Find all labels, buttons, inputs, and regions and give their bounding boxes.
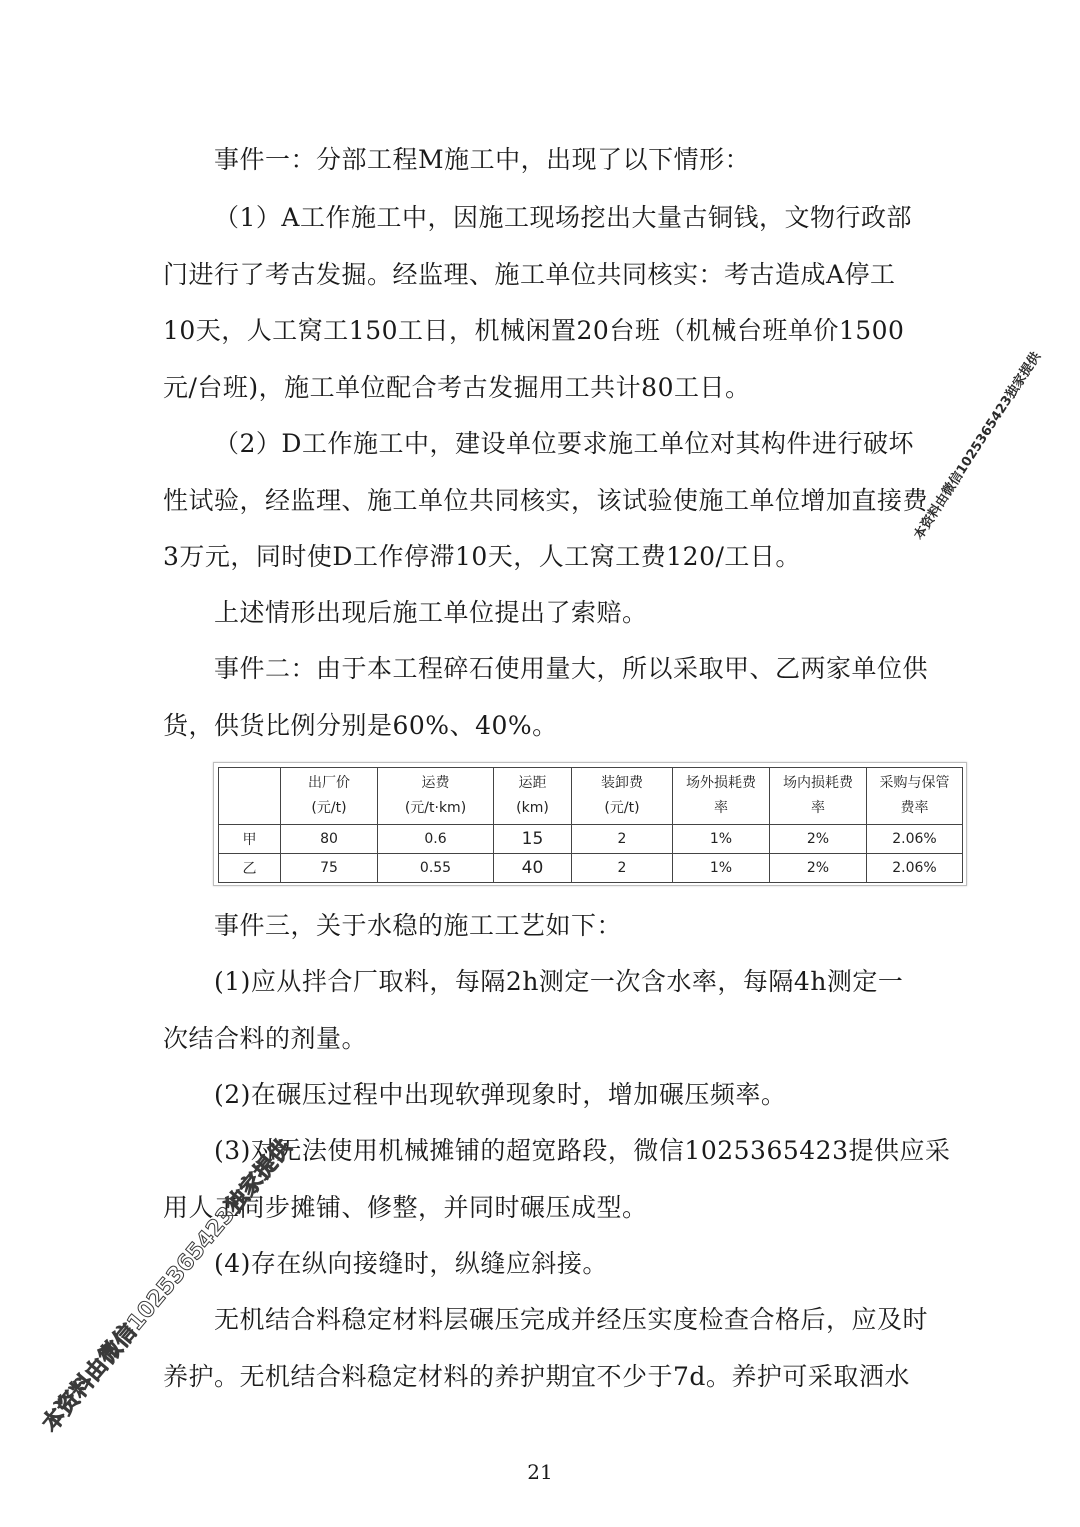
page-number: 21 bbox=[527, 1460, 553, 1484]
table-header-row bbox=[219, 768, 963, 825]
table-cell: 40 bbox=[494, 854, 572, 883]
paragraph: 无机结合料稳定材料层碾压完成并经压实度检查合格后，应及时 bbox=[214, 1305, 929, 1334]
paragraph: 元/台班)，施工单位配合考古发掘用工共计80工日。 bbox=[163, 373, 751, 402]
table-cell: 15 bbox=[494, 825, 572, 854]
paragraph: 用人工同步摊铺、修整，并同时碾压成型。 bbox=[163, 1193, 648, 1222]
table-cell: 75 bbox=[281, 854, 378, 883]
table-cell: 2 bbox=[572, 825, 673, 854]
paragraph: (2)在碾压过程中出现软弹现象时，增加碾压频率。 bbox=[214, 1080, 787, 1109]
header-cell: 运费 (元/t·km) bbox=[378, 768, 494, 825]
header-cell: 运距 (km) bbox=[494, 768, 572, 825]
table-cell: 1% bbox=[673, 854, 770, 883]
table-cell: 1% bbox=[673, 825, 770, 854]
watermark-left: 本资料由微信1025365423独家提供 bbox=[37, 1134, 297, 1437]
table-cell: 0.55 bbox=[378, 854, 494, 883]
table-cell: 2.06% bbox=[867, 854, 963, 883]
watermark-right: 本资料由微信1025365423独家提供 bbox=[911, 349, 1045, 543]
paragraph: 门进行了考古发掘。经监理、施工单位共同核实：考古造成A停工 bbox=[163, 260, 896, 289]
table-cell: 2 bbox=[572, 854, 673, 883]
paragraph: 性试验，经监理、施工单位共同核实，该试验使施工单位增加直接费 bbox=[163, 486, 929, 515]
header-cell: 出厂价 (元/t) bbox=[281, 768, 378, 825]
paragraph: （2）D工作施工中，建设单位要求施工单位对其构件进行破坏 bbox=[214, 429, 914, 458]
table-cell: 2.06% bbox=[867, 825, 963, 854]
header-cell: 场内损耗费 率 bbox=[770, 768, 867, 825]
paragraph: （1）A工作施工中，因施工现场挖出大量古铜钱，文物行政部 bbox=[214, 203, 912, 232]
header-cell: 采购与保管 费率 bbox=[867, 768, 963, 825]
header-cell bbox=[219, 768, 281, 825]
paragraph: 10天，人工窝工150工日，机械闲置20台班（机械台班单价1500 bbox=[163, 316, 905, 345]
table-row bbox=[219, 825, 963, 854]
material-price-table-image bbox=[213, 762, 967, 886]
paragraph: 次结合料的剂量。 bbox=[163, 1024, 368, 1053]
material-price-table bbox=[218, 767, 963, 883]
table-cell: 2% bbox=[770, 854, 867, 883]
table-cell: 乙 bbox=[219, 854, 281, 883]
paragraph: 事件二：由于本工程碎石使用量大，所以采取甲、乙两家单位供 bbox=[214, 654, 929, 683]
table-row bbox=[219, 854, 963, 883]
header-cell: 场外损耗费 率 bbox=[673, 768, 770, 825]
paragraph: 事件三，关于水稳的施工工艺如下： bbox=[214, 911, 623, 940]
paragraph: (1)应从拌合厂取料，每隔2h测定一次含水率，每隔4h测定一 bbox=[214, 967, 904, 996]
table-cell: 2% bbox=[770, 825, 867, 854]
table-cell: 80 bbox=[281, 825, 378, 854]
table-cell: 0.6 bbox=[378, 825, 494, 854]
paragraph: 事件一：分部工程M施工中，出现了以下情形： bbox=[214, 145, 751, 174]
paragraph: 养护。无机结合料稳定材料的养护期宜不少于7d。养护可采取洒水 bbox=[163, 1362, 910, 1391]
paragraph: 3万元，同时使D工作停滞10天，人工窝工费120/工日。 bbox=[163, 542, 801, 571]
paragraph: 货，供货比例分别是60%、40%。 bbox=[163, 711, 558, 740]
paragraph: 上述情形出现后施工单位提出了索赔。 bbox=[214, 598, 648, 627]
paragraph: (4)存在纵向接缝时，纵缝应斜接。 bbox=[214, 1249, 608, 1278]
header-cell: 装卸费 (元/t) bbox=[572, 768, 673, 825]
paragraph: (3)对无法使用机械摊铺的超宽路段，微信1025365423提供应采 bbox=[214, 1136, 951, 1165]
table-cell: 甲 bbox=[219, 825, 281, 854]
